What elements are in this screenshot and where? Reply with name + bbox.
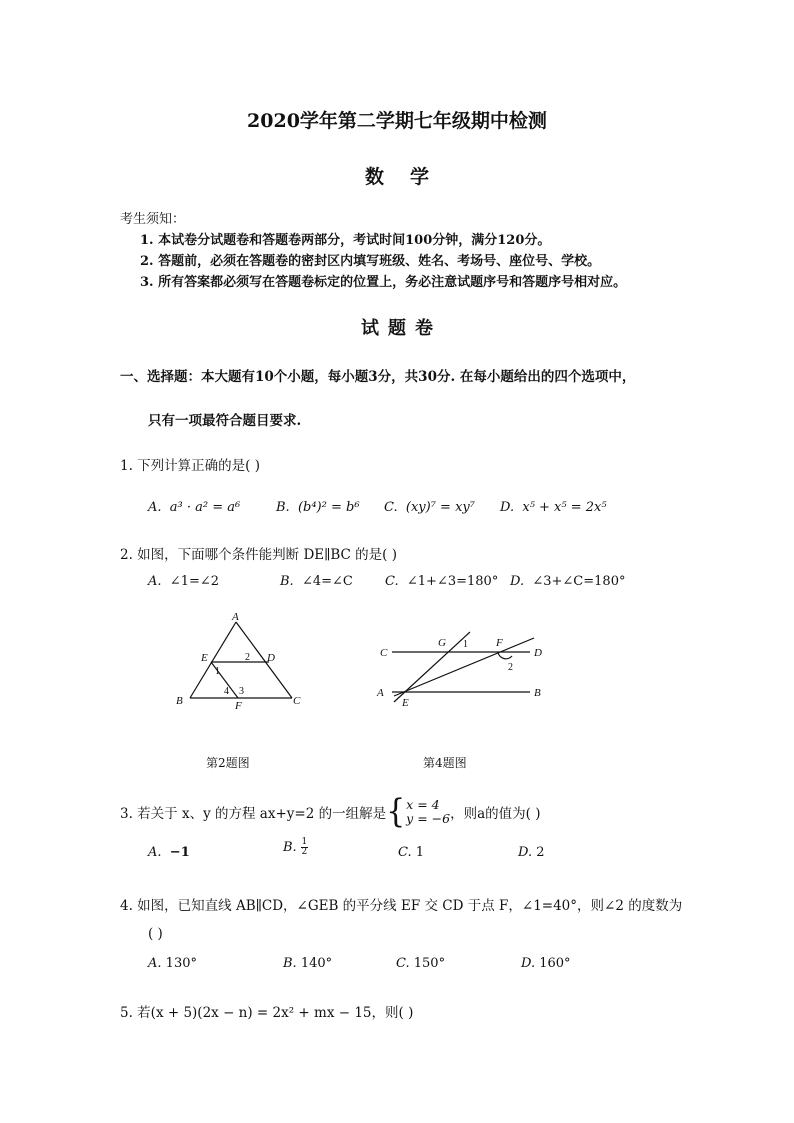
question-4-option-d (521, 956, 571, 971)
figure-4-parallel-lines-diagram (372, 622, 552, 712)
question-3-stem-suffix: ，则a的值为( ) (450, 806, 541, 822)
option-expression: 150° (413, 956, 446, 971)
brace-icon: { (386, 792, 406, 831)
question-2-option-c (385, 574, 498, 589)
question-3-option-c (398, 845, 424, 860)
option-expression: ∠1=∠2 (169, 574, 220, 589)
question-4-stem: 4. 如图，已知直线 AB∥CD，∠GEB 的平分线 EF 交 CD 于点 F，∠1=40°，则∠2 的度数为 (120, 898, 683, 914)
notice-item-1: 1. 本试卷分试题卷和答题卷两部分，考试时间100分钟，满分120分。 (140, 233, 551, 248)
figure-4-label-g: G (438, 637, 446, 649)
option-expression: x⁵ + x⁵ = 2x⁵ (522, 500, 607, 515)
question-3-stem (120, 792, 541, 831)
figure-4-label-f: F (496, 637, 503, 649)
question-4-option-a (148, 956, 197, 971)
option-expression: a³ · a² = a⁶ (169, 500, 241, 515)
option-expression: ∠3+∠C=180° (532, 574, 626, 589)
figure-2-label-c: C (293, 695, 301, 707)
question-4-answer-paren: ( ) (148, 926, 163, 942)
option-label: D. (510, 574, 525, 589)
option-label: A. (148, 574, 162, 589)
figure-2-angle-1: 1 (215, 666, 220, 677)
exam-title: 2020学年第二学期七年级期中检测 (247, 110, 547, 132)
figure-2-label-f: F (235, 700, 242, 712)
option-expression: (b⁴)² = b⁶ (297, 500, 360, 515)
option-label: A. (148, 500, 162, 515)
option-label: D. (521, 956, 536, 971)
option-label: B. (283, 956, 297, 971)
figure-2-angle-4: 4 (224, 686, 229, 697)
system-line-2: y = −6 (406, 811, 451, 826)
question-1-option-d (500, 500, 607, 515)
figure-2-triangle-diagram (168, 610, 318, 715)
figure-4-caption: 第4题图 (423, 756, 467, 770)
question-2-option-b (280, 574, 353, 589)
subject-title: 数学 (364, 166, 455, 188)
figure-2-label-e: E (201, 652, 208, 664)
figure-4-label-c: C (380, 647, 388, 659)
option-label: D. (518, 845, 533, 860)
option-expression: ∠1+∠3=180° (406, 574, 499, 589)
option-label: B. (276, 500, 290, 515)
notice-item-2: 2. 答题前，必须在答题卷的密封区内填写班级、姓名、考场号、座位号、学校。 (140, 254, 601, 269)
question-2-option-d (510, 574, 625, 589)
part1-instructions-line2: 只有一项最符合题目要求. (148, 413, 302, 429)
figure-4-label-a: A (377, 687, 384, 699)
question-3-option-a (148, 845, 190, 860)
figure-2-label-a: A (232, 611, 239, 623)
question-1-option-b (276, 500, 360, 515)
figure-2-angle-3: 3 (239, 686, 244, 697)
notice-heading: 考生须知： (120, 212, 186, 227)
question-3-stem-text: 3. 若关于 x、y 的方程 ax+y=2 的一组解是 (120, 806, 387, 822)
option-expression: ∠4=∠C (301, 574, 353, 589)
option-expression: (xy)⁷ = xy⁷ (405, 500, 475, 515)
option-expression: 160° (539, 956, 571, 971)
question-1-stem: 1. 下列计算正确的是( ) (120, 458, 260, 474)
question-1-option-a (148, 500, 240, 515)
option-label: A. (148, 956, 162, 971)
question-4-option-b (283, 956, 332, 971)
question-3-option-d (518, 845, 545, 860)
figure-2-label-b: B (176, 695, 183, 707)
figure-4-label-b: B (534, 687, 541, 699)
figure-2-angle-2: 2 (245, 652, 250, 663)
question-2-stem: 2. 如图，下面哪个条件能判断 DE∥BC 的是( ) (120, 547, 397, 563)
option-label: B. (280, 574, 294, 589)
option-expression: 1 (415, 845, 425, 860)
option-label: C. (385, 574, 399, 589)
question-3-equation-system (386, 792, 451, 831)
option-label: B. (283, 840, 297, 855)
option-expression: 140° (300, 956, 333, 971)
question-5-stem: 5. 若(x + 5)(2x − n) = 2x² + mx − 15，则( ) (120, 1005, 414, 1021)
figure-4-angle-1: 1 (463, 639, 468, 650)
option-label: C. (396, 956, 410, 971)
figure-2-label-d: D (267, 652, 275, 664)
option-label: C. (384, 500, 398, 515)
option-label: A. (148, 845, 162, 860)
question-2-option-a (148, 574, 219, 589)
question-1-option-c (384, 500, 475, 515)
figure-4-angle-2: 2 (508, 662, 513, 673)
option-expression: 2 (536, 845, 545, 860)
figure-4-label-e: E (402, 697, 409, 709)
figure-4-label-d: D (534, 647, 542, 659)
option-label: D. (500, 500, 515, 515)
option-expression: 130° (165, 956, 197, 971)
fraction-denominator: 2 (301, 847, 308, 857)
fraction-numerator: 1 (301, 837, 308, 847)
question-3-option-b (283, 838, 308, 857)
part1-instructions-line1: 一、选择题：本大题有10个小题，每小题3分，共30分. 在每小题给出的四个选项中， (120, 369, 636, 385)
option-label: C. (398, 845, 412, 860)
notice-item-3: 3. 所有答案都必须写在答题卷标定的位置上，务必注意试题序号和答题序号相对应。 (140, 275, 627, 290)
option-fraction (301, 838, 308, 857)
section-title: 试题卷 (361, 318, 442, 339)
question-4-option-c (396, 956, 445, 971)
option-expression: −1 (169, 845, 190, 860)
system-line-1: x = 4 (406, 797, 440, 812)
figure-2-caption: 第2题图 (206, 756, 250, 770)
